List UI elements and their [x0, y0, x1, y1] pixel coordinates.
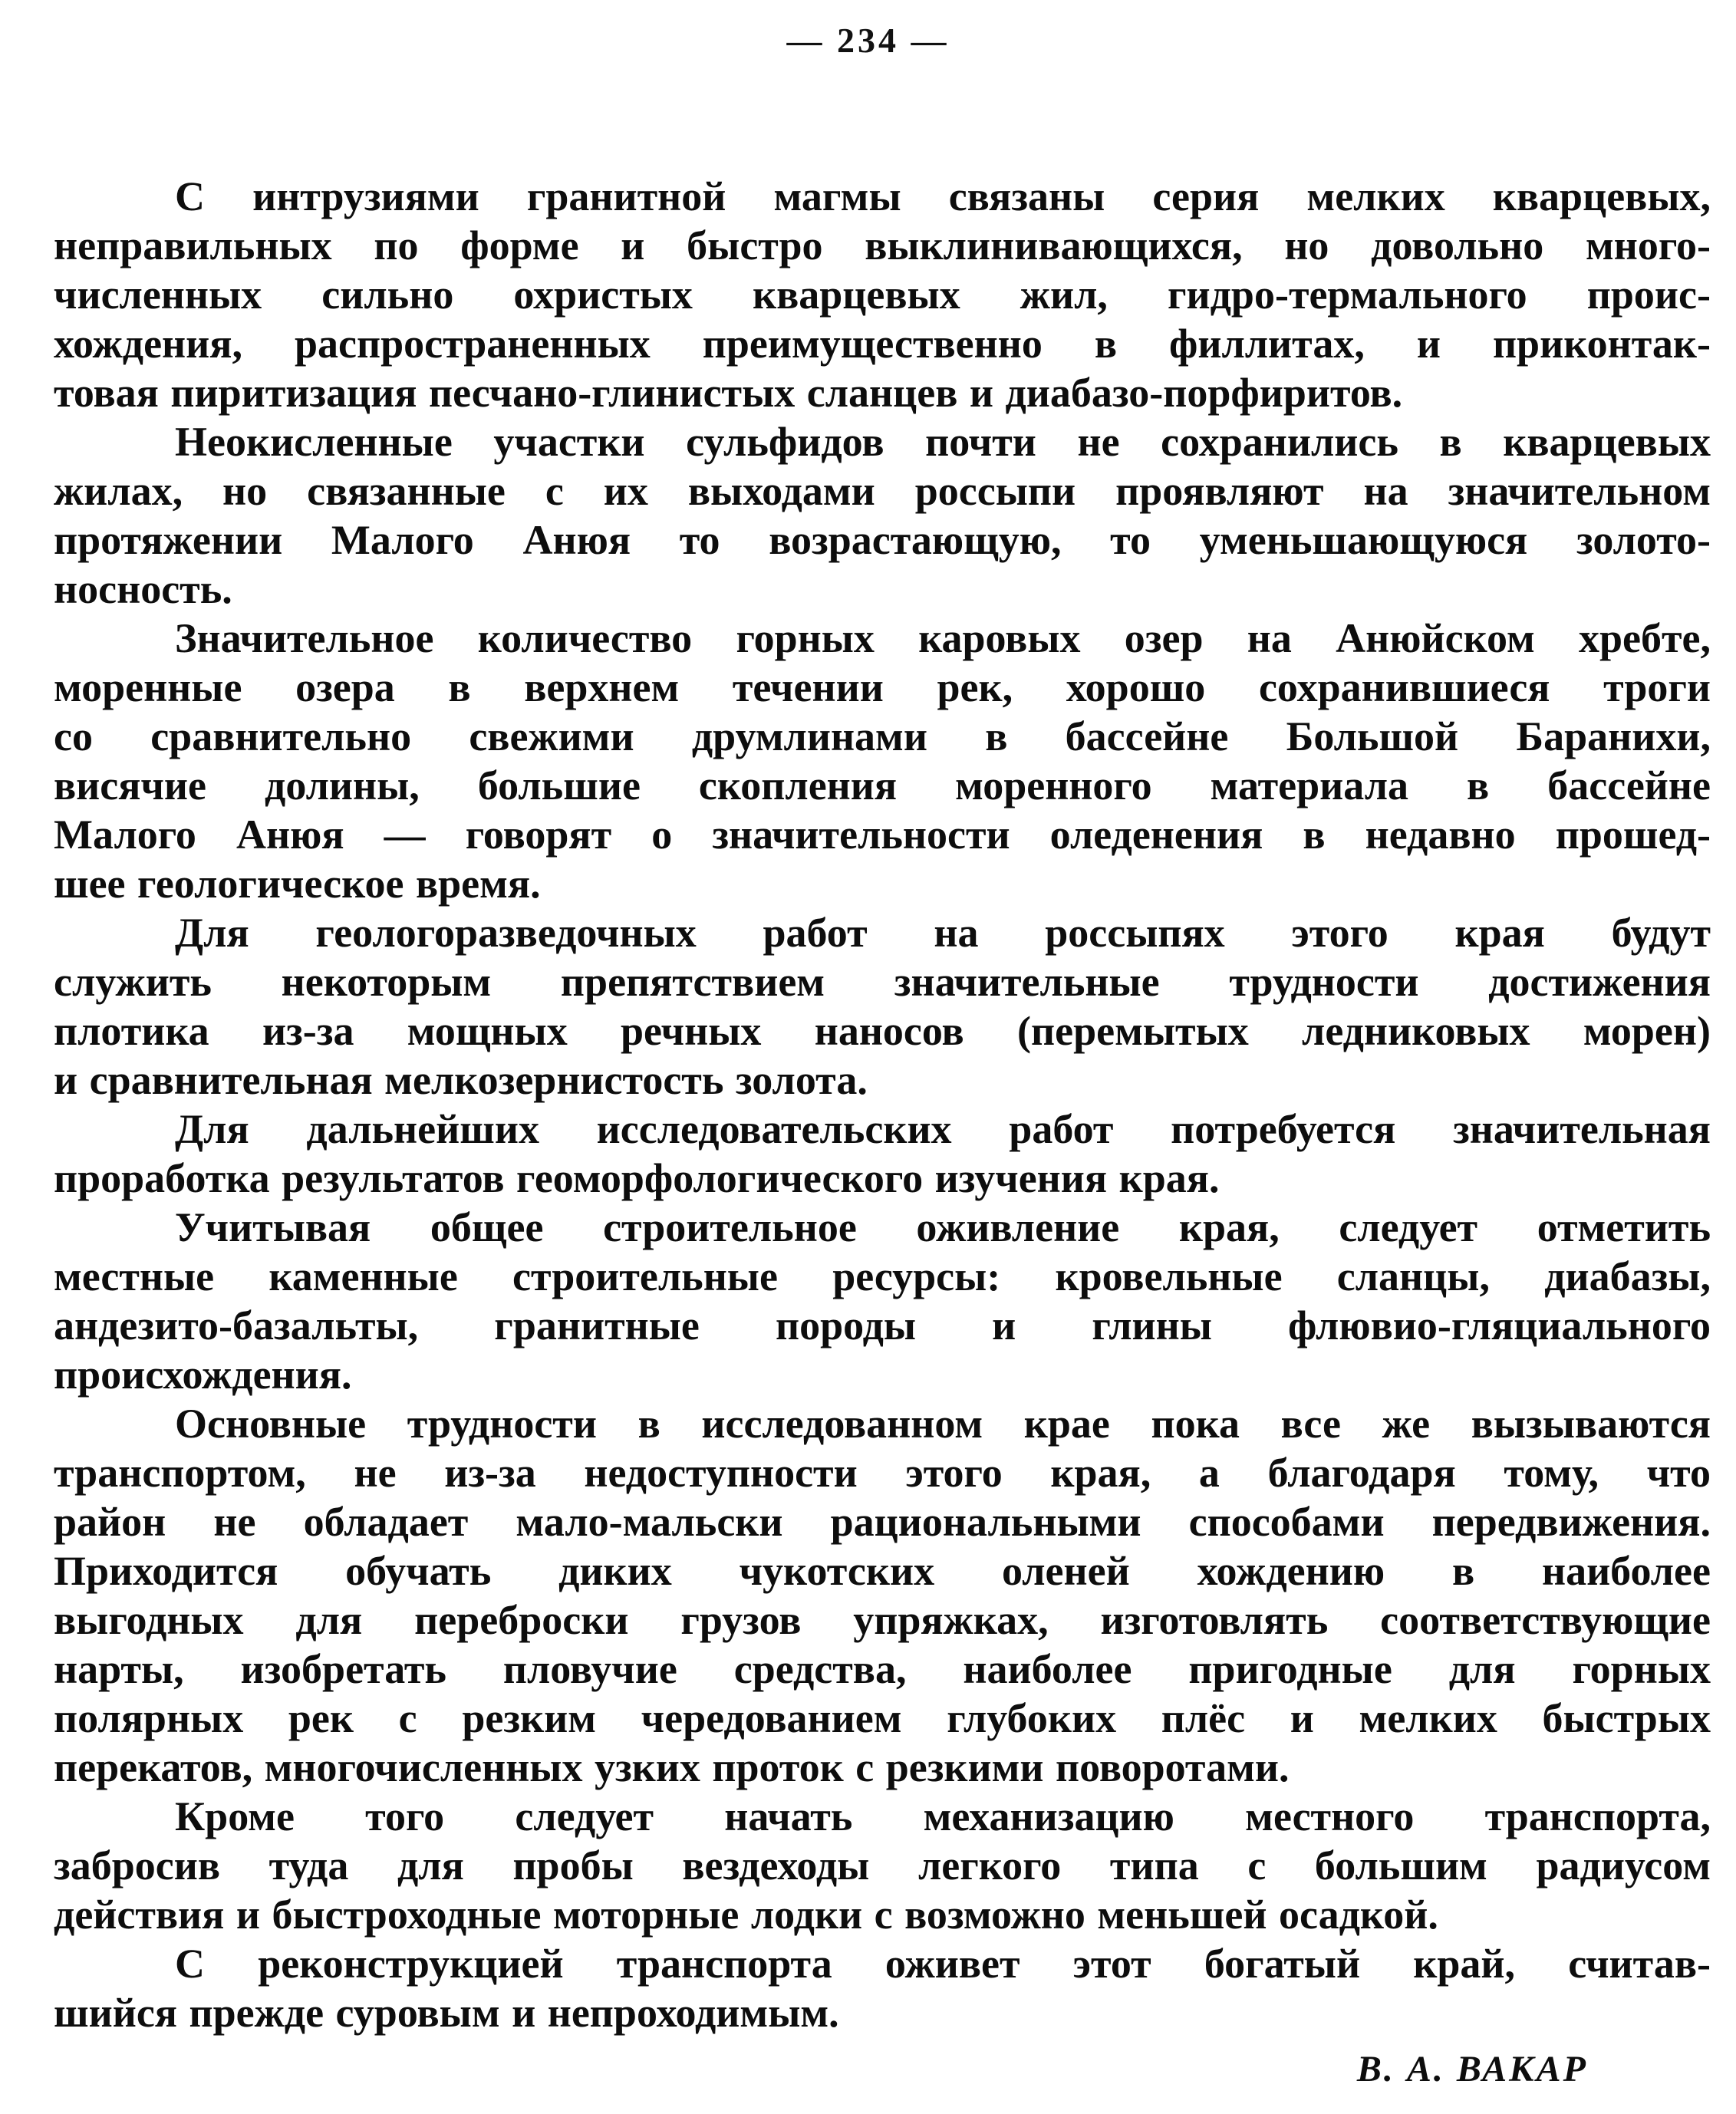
text-line: андезито-базальты, гранитные породы и глины флювио-гляциального	[54, 1302, 1711, 1348]
text-line: выгодных для переброски грузов упряжках, изготовлять соответствующие	[54, 1597, 1711, 1643]
text-line: нарты, изобретать пловучие средства, наиболее пригодные для горных	[54, 1646, 1711, 1692]
text-line: Значительное количество горных каровых озер на Анюйском хребте,	[175, 615, 1711, 661]
text-line: район не обладает мало-мальски рациональными способами передвижения.	[54, 1499, 1711, 1545]
text-line: со сравнительно свежими друмлинами в бассейне Большой Баранихи,	[54, 713, 1711, 759]
text-line: С реконструкцией транспорта оживет этот богатый край, считав-	[175, 1941, 1711, 1987]
text-line: полярных рек с резким чередованием глубоких плёс и мелких быстрых	[54, 1695, 1711, 1741]
text-line: неправильных по форме и быстро выклинивающихся, но довольно много-	[54, 222, 1711, 268]
text-line: численных сильно охристых кварцевых жил, гидро-термального проис-	[54, 272, 1711, 318]
text-line: шее геологическое время.	[54, 861, 541, 907]
text-line: местные каменные строительные ресурсы: кровельные сланцы, диабазы,	[54, 1253, 1711, 1299]
text-line: Основные трудности в исследованном крае пока все же вызываются	[175, 1401, 1711, 1447]
text-line: Неокисленные участки сульфидов почти не сохранились в кварцевых	[175, 419, 1711, 465]
text-line: протяжении Малого Анюя то возрастающую, то уменьшающуюся золото-	[54, 517, 1711, 563]
text-line: Для геологоразведочных работ на россыпях этого края будут	[175, 910, 1711, 956]
text-line: товая пиритизация песчано-глинистых сланцев и диабазо-порфиритов.	[54, 370, 1403, 416]
text-line: висячие долины, большие скопления моренного материала в бассейне	[54, 762, 1711, 808]
page-number: — 234 —	[786, 21, 950, 60]
text-line: шийся прежде суровым и непроходимым.	[54, 1990, 839, 2036]
text-line: Кроме того следует начать механизацию местного транспорта,	[175, 1793, 1711, 1839]
text-line: и сравнительная мелкозернистость золота.	[54, 1057, 868, 1103]
text-line: хождения, распространенных преимущественно в филлитах, и приконтак-	[54, 321, 1711, 367]
text-line: проработка результатов геоморфологического изучения края.	[54, 1155, 1220, 1201]
text-line: жилах, но связанные с их выходами россыпи проявляют на значительном	[54, 468, 1711, 514]
text-line: Малого Анюя — говорят о значительности оледенения в недавно прошед-	[54, 812, 1711, 858]
text-line: моренные озера в верхнем течении рек, хорошо сохранившиеся троги	[54, 664, 1711, 710]
text-line: происхождения.	[54, 1352, 352, 1398]
text-line: действия и быстроходные моторные лодки с возможно меньшей осадкой.	[54, 1892, 1438, 1938]
author-signature: В. А. ВАКАР	[1356, 2049, 1588, 2089]
text-line: забросив туда для пробы вездеходы легкого типа с большим радиусом	[54, 1842, 1711, 1888]
text-line: служить некоторым препятствием значительные трудности достижения	[54, 959, 1711, 1005]
page-text-block	[54, 172, 1711, 2090]
text-line: перекатов, многочисленных узких проток с резкими поворотами.	[54, 1744, 1290, 1790]
text-line: плотика из-за мощных речных наносов (перемытых ледниковых морен)	[54, 1008, 1711, 1054]
text-line: транспортом, не из-за недоступности этого края, а благодаря тому, что	[54, 1450, 1711, 1496]
text-line: носность.	[54, 566, 232, 612]
text-line: Для дальнейших исследовательских работ потребуется значительная	[175, 1106, 1711, 1152]
text-line: С интрузиями гранитной магмы связаны серия мелких кварцевых,	[175, 173, 1711, 219]
text-line: Приходится обучать диких чукотских оленей хождению в наиболее	[54, 1548, 1711, 1594]
text-line: Учитывая общее строительное оживление края, следует отметить	[175, 1204, 1711, 1250]
